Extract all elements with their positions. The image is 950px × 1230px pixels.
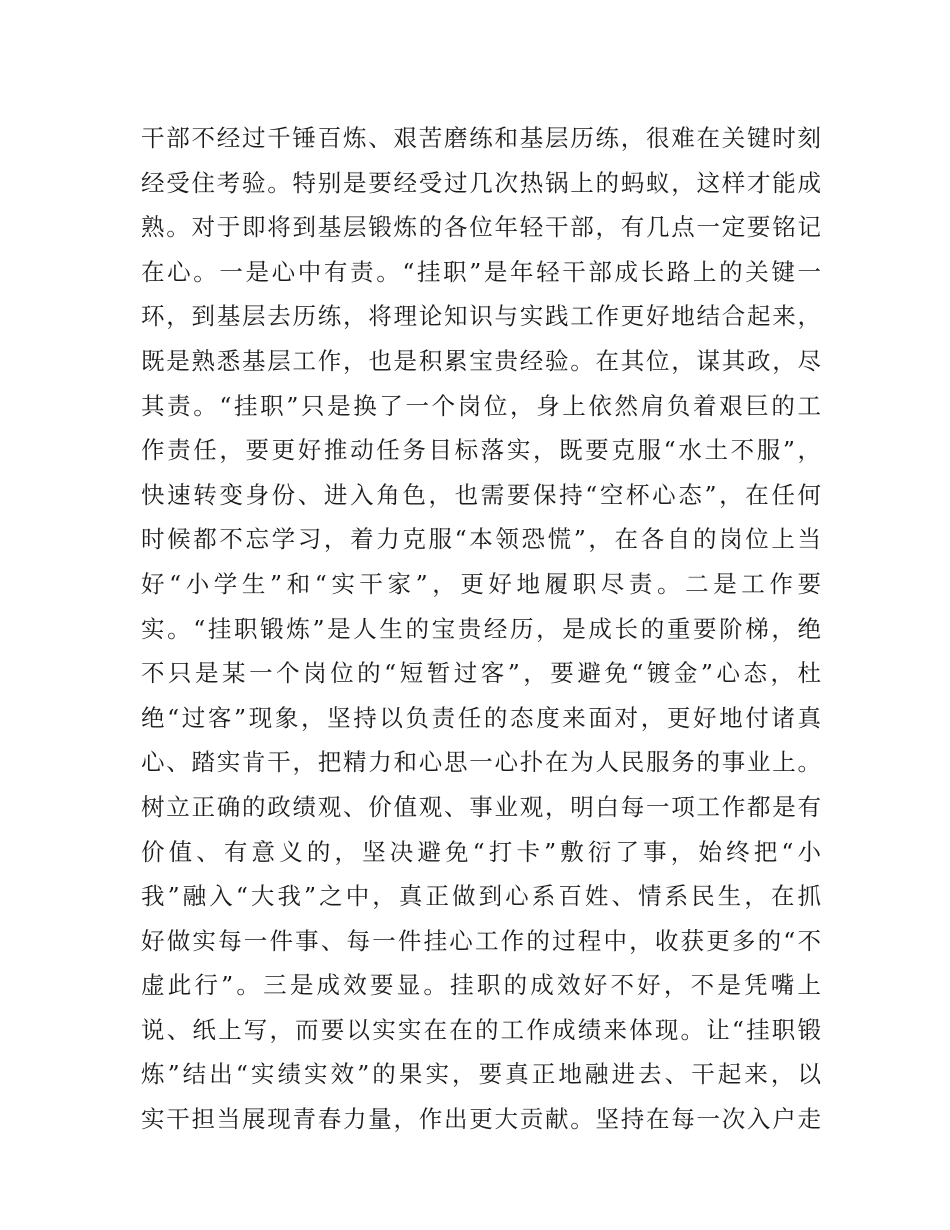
text-line: 说、纸上写，而要以实实在在的工作成绩来体现。让“挂职锻 — [141, 1015, 821, 1044]
text-line: 虚此行”。三是成效要显。挂职的成效好不好，不是凭嘴上 — [141, 971, 821, 1000]
text-line: 作责任，要更好推动任务目标落实，既要克服“水土不服”， — [141, 436, 821, 465]
text-line: 实干担当展现青春力量，作出更大贡献。坚持在每一次入户走 — [141, 1105, 821, 1134]
text-line: 不只是某一个岗位的“短暂过客”，要避免“镀金”心态，杜 — [141, 659, 821, 688]
text-line: 环，到基层去历练，将理论知识与实践工作更好地结合起来， — [141, 302, 821, 331]
text-line: 干部不经过千锤百炼、艰苦磨练和基层历练，很难在关键时刻 — [141, 124, 821, 152]
text-line: 实。“挂职锻炼”是人生的宝贵经历，是成长的重要阶梯，绝 — [141, 614, 821, 643]
text-line: 好“小学生”和“实干家”，更好地履职尽责。二是工作要 — [141, 569, 821, 598]
text-line: 树立正确的政绩观、价值观、事业观，明白每一项工作都是有 — [141, 792, 821, 821]
text-line: 心、踏实肯干，把精力和心思一心扑在为人民服务的事业上。 — [141, 748, 821, 777]
text-line: 快速转变身份、进入角色，也需要保持“空杯心态”，在任何 — [141, 480, 821, 509]
text-line: 在心。一是心中有责。“挂职”是年轻干部成长路上的关键一 — [141, 257, 821, 286]
text-line: 其责。“挂职”只是换了一个岗位，身上依然肩负着艰巨的工 — [141, 391, 821, 420]
text-line: 既是熟悉基层工作，也是积累宝贵经验。在其位，谋其政，尽 — [141, 346, 821, 375]
text-line: 好做实每一件事、每一件挂心工作的过程中，收获更多的“不 — [141, 926, 821, 955]
text-line: 熟。对于即将到基层锻炼的各位年轻干部，有几点一定要铭记 — [141, 213, 821, 242]
text-line: 经受住考验。特别是要经受过几次热锅上的蚂蚁，这样才能成 — [141, 168, 821, 197]
text-line: 我”融入“大我”之中，真正做到心系百姓、情系民生，在抓 — [141, 882, 821, 911]
text-line: 绝“过客”现象，坚持以负责任的态度来面对，更好地付诸真 — [141, 703, 821, 732]
text-line: 时候都不忘学习，着力克服“本领恐慌”，在各自的岗位上当 — [141, 525, 821, 554]
text-line: 炼”结出“实绩实效”的果实，要真正地融进去、干起来，以 — [141, 1060, 821, 1089]
body-paragraph — [141, 116, 821, 1142]
text-line: 价值、有意义的，坚决避免“打卡”敷衍了事，始终把“小 — [141, 837, 821, 866]
